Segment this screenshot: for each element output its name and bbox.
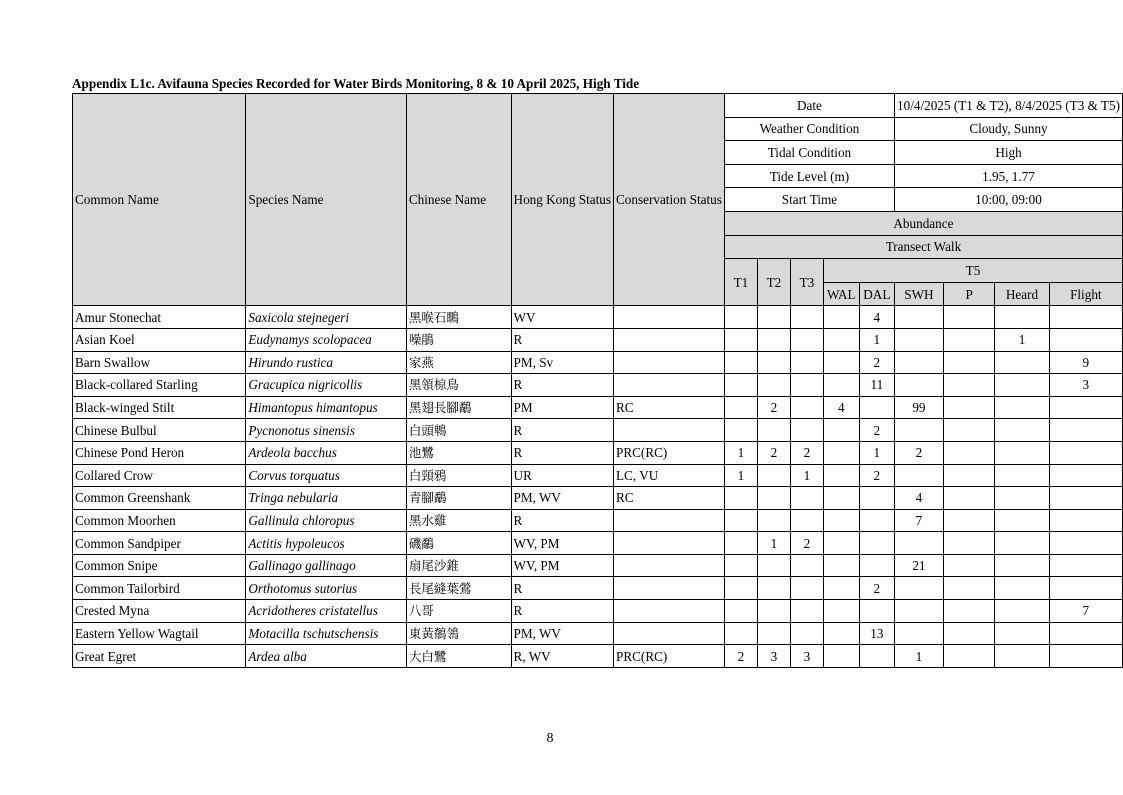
- t3-count-cell: [790, 509, 823, 532]
- header-swh: SWH: [895, 282, 944, 306]
- p-count-cell: [943, 554, 995, 577]
- heard-count-cell: [995, 645, 1049, 668]
- common-name-cell: Barn Swallow: [73, 351, 246, 374]
- chinese-name-cell: 長尾縫葉鶯: [406, 577, 511, 600]
- p-count-cell: [943, 487, 995, 510]
- swh-count-cell: 1: [895, 645, 944, 668]
- wal-count-cell: [823, 554, 859, 577]
- hk-status-cell: R: [511, 374, 613, 397]
- t1-count-cell: [724, 622, 757, 645]
- flight-count-cell: [1049, 306, 1122, 329]
- dal-count-cell: 2: [859, 464, 894, 487]
- dal-count-cell: 1: [859, 328, 894, 351]
- t3-count-cell: 2: [790, 441, 823, 464]
- p-count-cell: [943, 645, 995, 668]
- t1-count-cell: [724, 600, 757, 623]
- chinese-name-cell: 大白鷺: [406, 645, 511, 668]
- heard-count-cell: [995, 419, 1049, 442]
- wal-count-cell: [823, 487, 859, 510]
- date-value: 10/4/2025 (T1 & T2), 8/4/2025 (T3 & T5): [895, 94, 1123, 118]
- wal-count-cell: [823, 622, 859, 645]
- t3-count-cell: [790, 374, 823, 397]
- swh-count-cell: [895, 306, 944, 329]
- dal-count-cell: 13: [859, 622, 894, 645]
- common-name-cell: Common Sandpiper: [73, 532, 246, 555]
- t2-count-cell: [757, 419, 790, 442]
- flight-count-cell: [1049, 577, 1122, 600]
- p-count-cell: [943, 532, 995, 555]
- table-row: [73, 577, 1123, 600]
- t1-count-cell: [724, 509, 757, 532]
- swh-count-cell: [895, 419, 944, 442]
- dal-count-cell: [859, 396, 894, 419]
- dal-count-cell: [859, 487, 894, 510]
- heard-count-cell: [995, 509, 1049, 532]
- flight-count-cell: [1049, 645, 1122, 668]
- conservation-status-cell: [614, 600, 725, 623]
- wal-count-cell: [823, 306, 859, 329]
- hk-status-cell: WV: [511, 306, 613, 329]
- heard-count-cell: [995, 464, 1049, 487]
- wal-count-cell: [823, 441, 859, 464]
- conservation-status-cell: RC: [614, 487, 725, 510]
- page-number: 8: [546, 731, 554, 746]
- wal-count-cell: [823, 577, 859, 600]
- table-row: [73, 532, 1123, 555]
- t1-count-cell: 2: [724, 645, 757, 668]
- flight-count-cell: [1049, 464, 1122, 487]
- species-name-cell: Tringa nebularia: [246, 487, 407, 510]
- table-row: [73, 419, 1123, 442]
- t2-count-cell: [757, 487, 790, 510]
- swh-count-cell: [895, 464, 944, 487]
- dal-count-cell: 2: [859, 351, 894, 374]
- table-row: [73, 554, 1123, 577]
- p-count-cell: [943, 306, 995, 329]
- t3-count-cell: [790, 351, 823, 374]
- table-row: [73, 600, 1123, 623]
- hk-status-cell: R: [511, 328, 613, 351]
- hk-status-cell: R, WV: [511, 645, 613, 668]
- chinese-name-cell: 黑水雞: [406, 509, 511, 532]
- common-name-cell: Crested Myna: [73, 600, 246, 623]
- heard-count-cell: [995, 396, 1049, 419]
- t2-count-cell: [757, 306, 790, 329]
- conservation-status-cell: [614, 351, 725, 374]
- hk-status-cell: WV, PM: [511, 532, 613, 555]
- t2-count-cell: [757, 374, 790, 397]
- dal-count-cell: 4: [859, 306, 894, 329]
- swh-count-cell: [895, 577, 944, 600]
- common-name-cell: Common Moorhen: [73, 509, 246, 532]
- heard-count-cell: [995, 577, 1049, 600]
- chinese-name-cell: 家燕: [406, 351, 511, 374]
- t1-count-cell: [724, 374, 757, 397]
- t1-count-cell: [724, 554, 757, 577]
- table-row: [73, 374, 1123, 397]
- start-time-value: 10:00, 09:00: [895, 188, 1123, 212]
- wal-count-cell: [823, 532, 859, 555]
- dal-count-cell: [859, 645, 894, 668]
- wal-count-cell: [823, 419, 859, 442]
- table-row: [73, 645, 1123, 668]
- chinese-name-cell: 八哥: [406, 600, 511, 623]
- common-name-cell: Asian Koel: [73, 328, 246, 351]
- p-count-cell: [943, 374, 995, 397]
- p-count-cell: [943, 577, 995, 600]
- heard-count-cell: [995, 554, 1049, 577]
- t3-count-cell: [790, 419, 823, 442]
- hk-status-cell: UR: [511, 464, 613, 487]
- header-chinese-name: Chinese Name: [406, 94, 511, 306]
- t3-count-cell: [790, 600, 823, 623]
- conservation-status-cell: PRC(RC): [614, 645, 725, 668]
- t1-count-cell: [724, 306, 757, 329]
- t1-count-cell: [724, 396, 757, 419]
- header-t2: T2: [757, 259, 790, 306]
- flight-count-cell: 9: [1049, 351, 1122, 374]
- header-hk-status: Hong Kong Status: [511, 94, 613, 306]
- swh-count-cell: [895, 600, 944, 623]
- swh-count-cell: [895, 622, 944, 645]
- heard-count-cell: [995, 374, 1049, 397]
- heard-count-cell: [995, 351, 1049, 374]
- p-count-cell: [943, 509, 995, 532]
- flight-count-cell: 3: [1049, 374, 1122, 397]
- t2-count-cell: 3: [757, 645, 790, 668]
- swh-count-cell: [895, 328, 944, 351]
- conservation-status-cell: [614, 622, 725, 645]
- tide-level-value: 1.95, 1.77: [895, 164, 1123, 188]
- transect-walk-header: Transect Walk: [724, 235, 1122, 259]
- dal-count-cell: 2: [859, 419, 894, 442]
- chinese-name-cell: 白頭鵯: [406, 419, 511, 442]
- species-name-cell: Gallinula chloropus: [246, 509, 407, 532]
- flight-count-cell: 7: [1049, 600, 1122, 623]
- table-row: [73, 509, 1123, 532]
- t3-count-cell: [790, 328, 823, 351]
- species-name-cell: Corvus torquatus: [246, 464, 407, 487]
- dal-count-cell: 1: [859, 441, 894, 464]
- hk-status-cell: PM, WV: [511, 487, 613, 510]
- swh-count-cell: 7: [895, 509, 944, 532]
- t2-count-cell: [757, 577, 790, 600]
- dal-count-cell: [859, 554, 894, 577]
- conservation-status-cell: [614, 374, 725, 397]
- conservation-status-cell: [614, 419, 725, 442]
- hk-status-cell: R: [511, 509, 613, 532]
- species-name-cell: Motacilla tschutschensis: [246, 622, 407, 645]
- table-row: [73, 396, 1123, 419]
- swh-count-cell: [895, 351, 944, 374]
- conservation-status-cell: RC: [614, 396, 725, 419]
- wal-count-cell: [823, 509, 859, 532]
- conservation-status-cell: [614, 509, 725, 532]
- t3-count-cell: [790, 306, 823, 329]
- swh-count-cell: 4: [895, 487, 944, 510]
- t1-count-cell: [724, 351, 757, 374]
- swh-count-cell: 21: [895, 554, 944, 577]
- date-label: Date: [724, 94, 894, 118]
- t2-count-cell: [757, 328, 790, 351]
- t1-count-cell: [724, 532, 757, 555]
- t2-count-cell: [757, 509, 790, 532]
- flight-count-cell: [1049, 419, 1122, 442]
- common-name-cell: Collared Crow: [73, 464, 246, 487]
- heard-count-cell: 1: [995, 328, 1049, 351]
- species-name-cell: Saxicola stejnegeri: [246, 306, 407, 329]
- species-name-cell: Acridotheres cristatellus: [246, 600, 407, 623]
- t2-count-cell: [757, 622, 790, 645]
- heard-count-cell: [995, 532, 1049, 555]
- p-count-cell: [943, 622, 995, 645]
- swh-count-cell: [895, 532, 944, 555]
- table-title: Appendix L1c. Avifauna Species Recorded for Water Birds Monitoring, 8 & 10 April 2025, High Tide: [72, 76, 640, 91]
- common-name-cell: Black-collared Starling: [73, 374, 246, 397]
- t3-count-cell: 2: [790, 532, 823, 555]
- common-name-cell: Common Greenshank: [73, 487, 246, 510]
- p-count-cell: [943, 600, 995, 623]
- dal-count-cell: [859, 532, 894, 555]
- t1-count-cell: 1: [724, 464, 757, 487]
- t1-count-cell: 1: [724, 441, 757, 464]
- conservation-status-cell: [614, 577, 725, 600]
- hk-status-cell: R: [511, 441, 613, 464]
- swh-count-cell: [895, 374, 944, 397]
- dal-count-cell: 2: [859, 577, 894, 600]
- t3-count-cell: [790, 577, 823, 600]
- table-row: [73, 464, 1123, 487]
- t3-count-cell: [790, 554, 823, 577]
- swh-count-cell: 2: [895, 441, 944, 464]
- wal-count-cell: [823, 464, 859, 487]
- species-name-cell: Gallinago gallinago: [246, 554, 407, 577]
- flight-count-cell: [1049, 487, 1122, 510]
- hk-status-cell: PM, WV: [511, 622, 613, 645]
- chinese-name-cell: 池鷺: [406, 441, 511, 464]
- header-common-name: Common Name: [73, 94, 246, 306]
- t3-count-cell: [790, 487, 823, 510]
- swh-count-cell: 99: [895, 396, 944, 419]
- hk-status-cell: R: [511, 600, 613, 623]
- table-row: [73, 441, 1123, 464]
- header-wal: WAL: [823, 282, 859, 306]
- p-count-cell: [943, 419, 995, 442]
- common-name-cell: Amur Stonechat: [73, 306, 246, 329]
- conservation-status-cell: PRC(RC): [614, 441, 725, 464]
- dal-count-cell: 11: [859, 374, 894, 397]
- heard-count-cell: [995, 600, 1049, 623]
- t2-count-cell: 2: [757, 396, 790, 419]
- common-name-cell: Eastern Yellow Wagtail: [73, 622, 246, 645]
- t3-count-cell: [790, 622, 823, 645]
- header-conservation-status: Conservation Status: [614, 94, 725, 306]
- common-name-cell: Common Tailorbird: [73, 577, 246, 600]
- flight-count-cell: [1049, 328, 1122, 351]
- flight-count-cell: [1049, 622, 1122, 645]
- weather-label: Weather Condition: [724, 117, 894, 141]
- flight-count-cell: [1049, 554, 1122, 577]
- chinese-name-cell: 磯鷸: [406, 532, 511, 555]
- t2-count-cell: 1: [757, 532, 790, 555]
- common-name-cell: Great Egret: [73, 645, 246, 668]
- dal-count-cell: [859, 509, 894, 532]
- chinese-name-cell: 扇尾沙錐: [406, 554, 511, 577]
- hk-status-cell: PM, Sv: [511, 351, 613, 374]
- dal-count-cell: [859, 600, 894, 623]
- wal-count-cell: 4: [823, 396, 859, 419]
- tidal-value: High: [895, 141, 1123, 165]
- table-row: [73, 328, 1123, 351]
- species-name-cell: Ardea alba: [246, 645, 407, 668]
- p-count-cell: [943, 464, 995, 487]
- flight-count-cell: [1049, 396, 1122, 419]
- tidal-label: Tidal Condition: [724, 141, 894, 165]
- species-name-cell: Himantopus himantopus: [246, 396, 407, 419]
- weather-value: Cloudy, Sunny: [895, 117, 1123, 141]
- species-name-cell: Ardeola bacchus: [246, 441, 407, 464]
- t2-count-cell: 2: [757, 441, 790, 464]
- flight-count-cell: [1049, 441, 1122, 464]
- t3-count-cell: 1: [790, 464, 823, 487]
- chinese-name-cell: 噪鵑: [406, 328, 511, 351]
- heard-count-cell: [995, 441, 1049, 464]
- p-count-cell: [943, 441, 995, 464]
- t3-count-cell: [790, 396, 823, 419]
- header-flight: Flight: [1049, 282, 1122, 306]
- abundance-header: Abundance: [724, 211, 1122, 235]
- table-row: [73, 487, 1123, 510]
- hk-status-cell: WV, PM: [511, 554, 613, 577]
- species-name-cell: Gracupica nigricollis: [246, 374, 407, 397]
- tide-level-label: Tide Level (m): [724, 164, 894, 188]
- species-name-cell: Actitis hypoleucos: [246, 532, 407, 555]
- wal-count-cell: [823, 351, 859, 374]
- header-t3: T3: [790, 259, 823, 306]
- conservation-status-cell: [614, 532, 725, 555]
- t1-count-cell: [724, 577, 757, 600]
- header-t5: T5: [823, 259, 1122, 283]
- header-p: P: [943, 282, 995, 306]
- conservation-status-cell: LC, VU: [614, 464, 725, 487]
- t2-count-cell: [757, 554, 790, 577]
- chinese-name-cell: 青腳鷸: [406, 487, 511, 510]
- chinese-name-cell: 白頸鴉: [406, 464, 511, 487]
- species-name-cell: Hirundo rustica: [246, 351, 407, 374]
- flight-count-cell: [1049, 509, 1122, 532]
- common-name-cell: Common Snipe: [73, 554, 246, 577]
- conservation-status-cell: [614, 554, 725, 577]
- t2-count-cell: [757, 464, 790, 487]
- conservation-status-cell: [614, 306, 725, 329]
- header-t1: T1: [724, 259, 757, 306]
- hk-status-cell: R: [511, 577, 613, 600]
- t1-count-cell: [724, 419, 757, 442]
- common-name-cell: Chinese Bulbul: [73, 419, 246, 442]
- p-count-cell: [943, 396, 995, 419]
- start-time-label: Start Time: [724, 188, 894, 212]
- t2-count-cell: [757, 351, 790, 374]
- hk-status-cell: R: [511, 419, 613, 442]
- wal-count-cell: [823, 600, 859, 623]
- t3-count-cell: 3: [790, 645, 823, 668]
- wal-count-cell: [823, 328, 859, 351]
- p-count-cell: [943, 328, 995, 351]
- t2-count-cell: [757, 600, 790, 623]
- p-count-cell: [943, 351, 995, 374]
- t1-count-cell: [724, 328, 757, 351]
- header-species-name: Species Name: [246, 94, 407, 306]
- species-name-cell: Pycnonotus sinensis: [246, 419, 407, 442]
- species-table: [72, 93, 1123, 668]
- chinese-name-cell: 黑喉石䳭: [406, 306, 511, 329]
- chinese-name-cell: 黑翅長腳鷸: [406, 396, 511, 419]
- heard-count-cell: [995, 306, 1049, 329]
- table-row: [73, 351, 1123, 374]
- table-row: [73, 306, 1123, 329]
- species-name-cell: Orthotomus sutorius: [246, 577, 407, 600]
- heard-count-cell: [995, 487, 1049, 510]
- header-dal: DAL: [859, 282, 894, 306]
- flight-count-cell: [1049, 532, 1122, 555]
- table-row: [73, 622, 1123, 645]
- common-name-cell: Chinese Pond Heron: [73, 441, 246, 464]
- chinese-name-cell: 黑領椋鳥: [406, 374, 511, 397]
- header-heard: Heard: [995, 282, 1049, 306]
- wal-count-cell: [823, 374, 859, 397]
- common-name-cell: Black-winged Stilt: [73, 396, 246, 419]
- conservation-status-cell: [614, 328, 725, 351]
- wal-count-cell: [823, 645, 859, 668]
- t1-count-cell: [724, 487, 757, 510]
- chinese-name-cell: 東黃鶺鴒: [406, 622, 511, 645]
- heard-count-cell: [995, 622, 1049, 645]
- species-name-cell: Eudynamys scolopacea: [246, 328, 407, 351]
- hk-status-cell: PM: [511, 396, 613, 419]
